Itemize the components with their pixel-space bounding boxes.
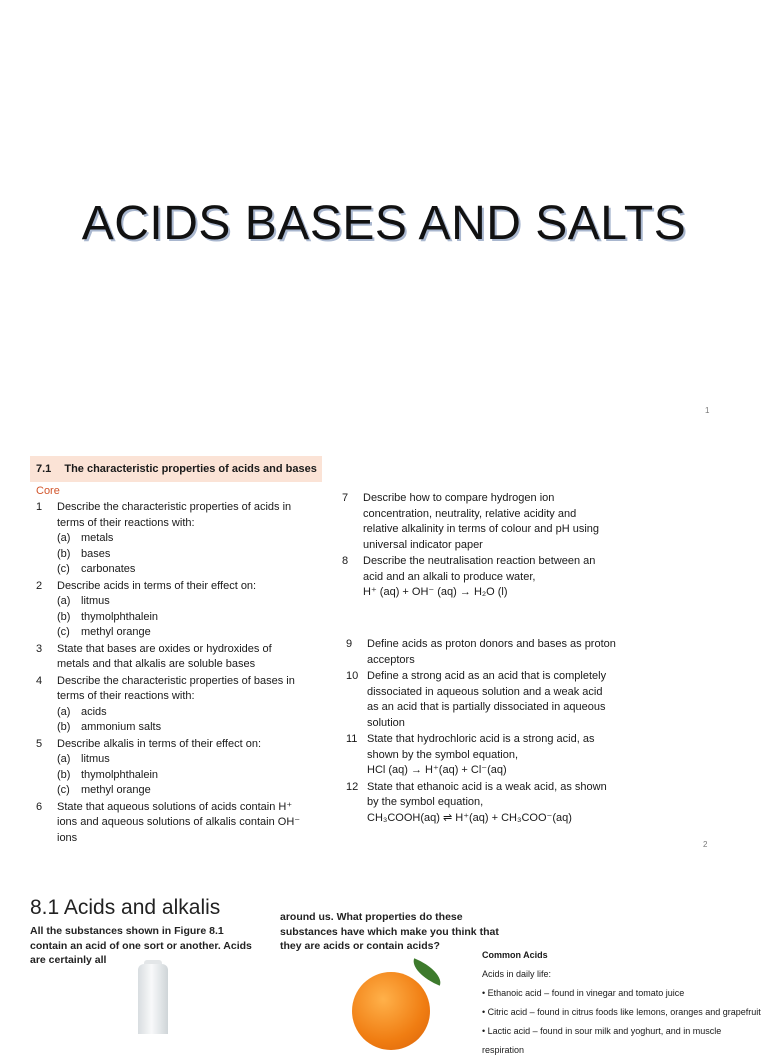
orange-image [352, 972, 430, 1050]
objective-subitem [36, 625, 306, 641]
objective-text: Describe acids in terms of their effect on: [57, 579, 257, 592]
objective-item [346, 669, 616, 731]
left-column [36, 500, 306, 847]
objective-text: State that hydrochloric acid is a strong acid, as shown by the symbol equation, [367, 733, 595, 761]
section-number: 7.1 [36, 463, 52, 475]
section-header [30, 456, 322, 482]
subitem-letter: (c) [57, 784, 70, 796]
objective-subitem [36, 531, 306, 547]
objective-number: 12 [346, 780, 359, 793]
objective-subitem [36, 720, 306, 736]
symbol-equation: HCl (aq) → H⁺(aq) + Cl⁻(aq) [367, 764, 507, 776]
subitem-letter: (a) [57, 595, 71, 607]
subitem-letter: (a) [57, 705, 71, 718]
common-acids-subtitle: Acids in daily life: [482, 969, 552, 979]
subitem-letter: (b) [57, 721, 71, 733]
objective-item [342, 491, 612, 553]
objective-number: 4 [36, 674, 43, 687]
objective-subitem [36, 768, 306, 784]
subitem-text: litmus [81, 595, 110, 607]
objective-item [342, 554, 612, 585]
objective-item [36, 800, 306, 847]
right-column-bottom [346, 637, 616, 827]
syllabus-slide [0, 430, 768, 860]
common-acid-item: • Ethanoic acid – found in vinegar and tomato juice [482, 988, 685, 998]
subitem-text: acids [81, 705, 107, 718]
subitem-letter: (c) [57, 563, 70, 575]
subitem-text: bases [81, 547, 111, 560]
objective-text: State that ethanoic acid is a weak acid, as shown by the symbol equation, [367, 780, 607, 808]
title-slide [0, 0, 768, 430]
objective-subitem [36, 752, 306, 768]
objective-item [346, 637, 616, 668]
objective-number: 5 [36, 737, 43, 750]
objective-subitem [36, 705, 306, 721]
intro-text-right: around us. What properties do these substances have which make you think that they are acids or contain acids? [280, 911, 499, 952]
subitem-letter: (c) [57, 626, 70, 638]
subitem-text: thymolphthalein [81, 768, 159, 781]
symbol-equation: H⁺ (aq) + OH⁻ (aq) → H₂O (l) [363, 586, 508, 598]
objective-text: Describe the neutralisation reaction between an acid and an alkali to produce water, [363, 555, 596, 583]
objective-text: Define a strong acid as an acid that is completely dissociated in aqueous solution and a weak acid as an acid that is partially dissociated in aqueous solution [367, 670, 607, 729]
intro-text-left: All the substances shown in Figure 8.1 contain an acid of one sort or another. Acids are certainly all [30, 925, 252, 966]
subitem-text: metals [81, 532, 114, 544]
objective-text: Describe the characteristic properties of acids in terms of their reactions with: [57, 501, 292, 529]
section-heading: 8.1 Acids and alkalis [30, 896, 221, 919]
textbook-slide [0, 860, 768, 1055]
common-acid-item: • Citric acid – found in citrus foods like lemons, oranges and grapefruit [482, 1007, 761, 1017]
objective-item [346, 732, 616, 763]
objective-subitem [36, 547, 306, 563]
symbol-equation: CH₃COOH(aq) ⇌ H⁺(aq) + CH₃COO⁻(aq) [367, 811, 572, 824]
objective-number: 9 [346, 638, 353, 650]
section-title: The characteristic properties of acids and bases [64, 463, 317, 475]
common-acids-title: Common Acids [482, 950, 548, 960]
subitem-letter: (b) [57, 547, 71, 560]
objective-text: State that bases are oxides or hydroxides of metals and that alkalis are soluble bases [57, 642, 272, 670]
subitem-letter: (b) [57, 610, 71, 623]
objective-item [36, 500, 306, 531]
objective-subitem [36, 610, 306, 626]
objective-item [36, 642, 306, 673]
objective-item [346, 780, 616, 811]
objective-number: 7 [342, 492, 349, 504]
objective-item [36, 579, 306, 595]
objective-text: Describe how to compare hydrogen ion concentration, neutrality, relative acidity and relative alkalinity in terms of colour and pH using universal indicator paper [363, 492, 600, 551]
subitem-text: methyl orange [81, 626, 151, 638]
slide-title: ACIDS BASES AND SALTS [81, 197, 687, 250]
objective-number: 3 [36, 642, 43, 655]
objective-number: 2 [36, 579, 43, 592]
subitem-letter: (b) [57, 768, 71, 781]
objective-item [36, 674, 306, 705]
common-acids-box [482, 946, 762, 1060]
objective-subitem [36, 783, 306, 799]
core-label: Core [36, 485, 60, 497]
objective-text: Define acids as proton donors and bases as proton acceptors [367, 638, 616, 666]
subitem-text: methyl orange [81, 784, 151, 796]
objective-number: 10 [346, 670, 359, 682]
objective-subitem [36, 562, 306, 578]
milk-bottle-image [138, 964, 168, 1034]
page-number: 1 [705, 406, 710, 415]
subitem-letter: (a) [57, 532, 71, 544]
subitem-text: thymolphthalein [81, 610, 159, 623]
right-column-top [342, 491, 612, 602]
objective-text: Describe alkalis in terms of their effect on: [57, 737, 261, 750]
objective-number: 11 [346, 733, 358, 745]
objective-item [36, 737, 306, 753]
subitem-letter: (a) [57, 753, 71, 765]
objective-number: 1 [36, 501, 43, 513]
subitem-text: litmus [81, 753, 110, 765]
subitem-text: carbonates [81, 563, 136, 575]
objective-number: 6 [36, 800, 43, 813]
page-number: 2 [703, 840, 708, 849]
objective-text: State that aqueous solutions of acids contain H⁺ ions and aqueous solutions of alkalis contain OH⁻ ions [57, 800, 301, 844]
subitem-text: ammonium salts [81, 721, 162, 733]
objective-subitem [36, 594, 306, 610]
objective-number: 8 [342, 555, 349, 567]
common-acid-item: • Lactic acid – found in sour milk and yoghurt, and in muscle respiration [482, 1026, 722, 1055]
objective-text: Describe the characteristic properties of bases in terms of their reactions with: [57, 674, 295, 702]
